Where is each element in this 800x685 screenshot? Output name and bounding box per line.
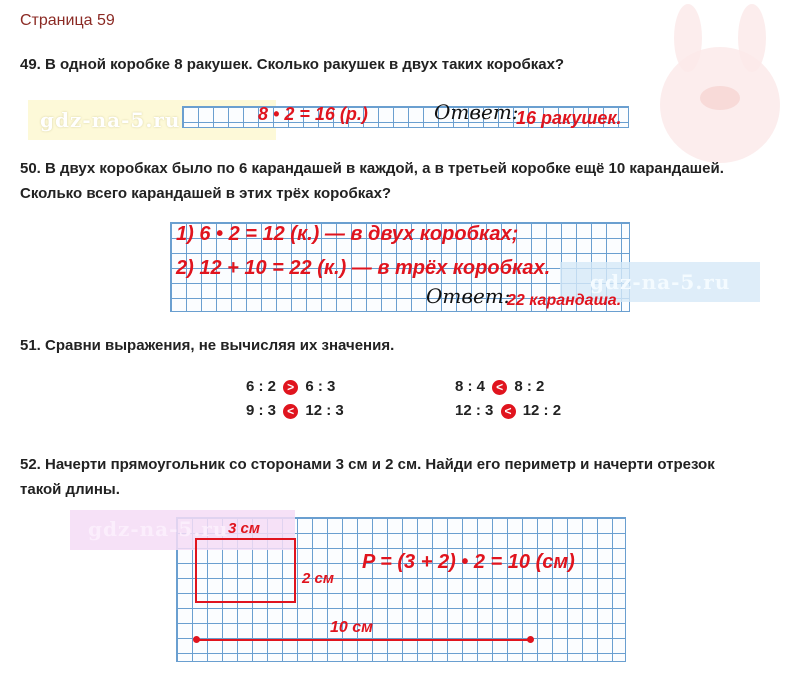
comparison-left: 9 : 3 <box>246 402 277 419</box>
comparison-left: 12 : 3 <box>455 402 494 419</box>
task50-step1: 1) 6 • 2 = 12 (к.) — в двух коробках; <box>176 223 519 245</box>
comparison-right: 8 : 2 <box>514 378 545 395</box>
comparison-row <box>246 402 344 419</box>
watermark: gdz-na-5.ru <box>590 270 731 294</box>
task50-question-line2: Сколько всего карандашей в этих трёх коробках? <box>20 185 392 202</box>
task50-question-line1: 50. В двух коробках было по 6 карандашей в каждой, а в третьей коробке ещё 10 карандашей. <box>20 160 724 177</box>
segment-label: 10 см <box>330 619 373 636</box>
bunny-mascot-icon <box>640 0 800 170</box>
comparison-right: 12 : 2 <box>522 402 562 419</box>
comparison-row <box>455 378 544 395</box>
watermark: gdz-na-5.ru <box>40 108 181 132</box>
task49-question: 49. В одной коробке 8 ракушек. Сколько ракушек в двух таких коробках? <box>20 56 565 73</box>
task50-answer-word: Ответ: <box>426 284 511 308</box>
segment-endpoint <box>193 636 200 643</box>
comparison-row <box>455 402 561 419</box>
task49-answer: 16 ракушек. <box>516 108 622 128</box>
comparison-sign: > <box>283 380 298 395</box>
comparison-sign: < <box>283 404 298 419</box>
comparison-left: 6 : 2 <box>246 378 277 395</box>
comparison-row <box>246 378 335 395</box>
drawn-rectangle <box>195 538 296 603</box>
task52-question-line1: 52. Начерти прямоугольник со сторонами 3 см и 2 см. Найди его периметр и начерти отрезок <box>20 456 715 473</box>
task51-question: 51. Сравни выражения, не вычисляя их значения. <box>20 337 395 354</box>
task49-answer-word: Ответ: <box>434 100 519 124</box>
comparison-sign: < <box>492 380 507 395</box>
comparison-left: 8 : 4 <box>455 378 486 395</box>
page-title: Страница 59 <box>20 12 115 29</box>
task49-solution: 8 • 2 = 16 (р.) <box>258 104 368 124</box>
comparison-right: 6 : 3 <box>305 378 336 395</box>
task50-step2: 2) 12 + 10 = 22 (к.) — в трёх коробках. <box>176 257 551 279</box>
task52-question-line2: такой длины. <box>20 481 120 498</box>
watermark: gdz-na-5.ru <box>88 517 229 541</box>
segment-line <box>196 639 530 641</box>
rectangle-side-b: 2 см <box>302 570 334 587</box>
perimeter-formula: P = (3 + 2) • 2 = 10 (см) <box>362 551 575 573</box>
rectangle-side-a: 3 см <box>228 520 260 537</box>
task50-answer: 22 карандаша. <box>507 292 622 309</box>
comparison-sign: < <box>501 404 516 419</box>
segment-endpoint <box>527 636 534 643</box>
comparison-right: 12 : 3 <box>305 402 344 419</box>
